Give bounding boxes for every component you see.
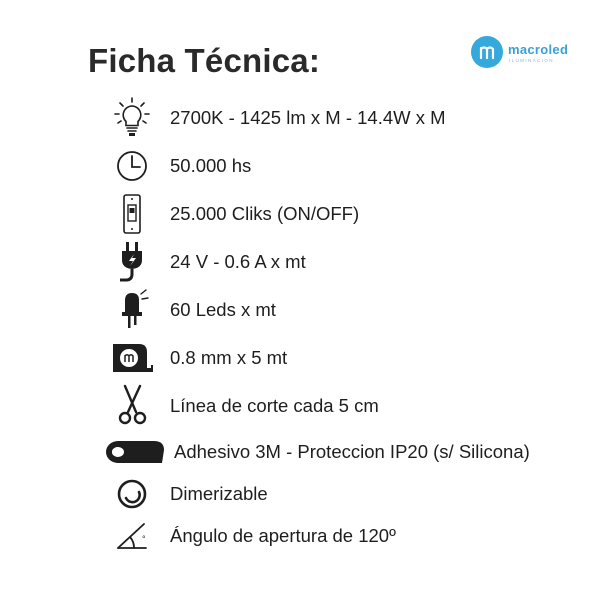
logo-subtitle: ILUMINACION bbox=[509, 58, 554, 63]
spec-row-adhesive bbox=[0, 430, 600, 474]
spec-row-cut-line bbox=[0, 384, 600, 428]
measuring-tape-icon bbox=[108, 336, 156, 380]
logo-mark-icon bbox=[471, 36, 503, 68]
spec-text: Ángulo de apertura de 120º bbox=[170, 525, 396, 546]
spec-text: 0.8 mm x 5 mt bbox=[170, 347, 288, 368]
svg-text:°: ° bbox=[142, 534, 146, 544]
spec-text: 2700K - 1425 lm x M - 14.4W x M bbox=[170, 107, 446, 128]
spec-text: Dimerizable bbox=[170, 483, 268, 504]
spec-text: Adhesivo 3M - Proteccion IP20 (s/ Silicona) bbox=[174, 441, 530, 462]
power-plug-icon bbox=[108, 240, 156, 284]
spec-text: 60 Leds x mt bbox=[170, 299, 276, 320]
spec-row-dimensions bbox=[0, 336, 600, 380]
spec-text: 50.000 hs bbox=[170, 155, 252, 176]
led-icon bbox=[108, 288, 156, 332]
spec-row-color-temperature bbox=[0, 96, 600, 140]
brand-logo bbox=[471, 36, 581, 72]
spec-row-led-density bbox=[0, 288, 600, 332]
scissors-icon bbox=[108, 384, 156, 428]
wall-switch-icon bbox=[108, 192, 156, 236]
logo-name: macroled bbox=[508, 42, 569, 57]
spec-row-lifetime bbox=[0, 144, 600, 188]
adhesive-tape-icon bbox=[104, 430, 166, 474]
clock-icon bbox=[108, 144, 156, 188]
spec-row-dimmable bbox=[0, 472, 600, 516]
spec-text: 24 V - 0.6 A x mt bbox=[170, 251, 306, 272]
spec-text: Línea de corte cada 5 cm bbox=[170, 395, 379, 416]
light-bulb-icon bbox=[108, 96, 156, 140]
spec-row-switching-cycles bbox=[0, 192, 600, 236]
spec-row-power bbox=[0, 240, 600, 284]
spec-text: 25.000 Cliks (ON/OFF) bbox=[170, 203, 360, 224]
dimmer-icon bbox=[108, 472, 156, 516]
angle-icon bbox=[108, 514, 156, 558]
spec-row-beam-angle bbox=[0, 514, 600, 558]
page-title: Ficha Técnica: bbox=[88, 42, 321, 79]
